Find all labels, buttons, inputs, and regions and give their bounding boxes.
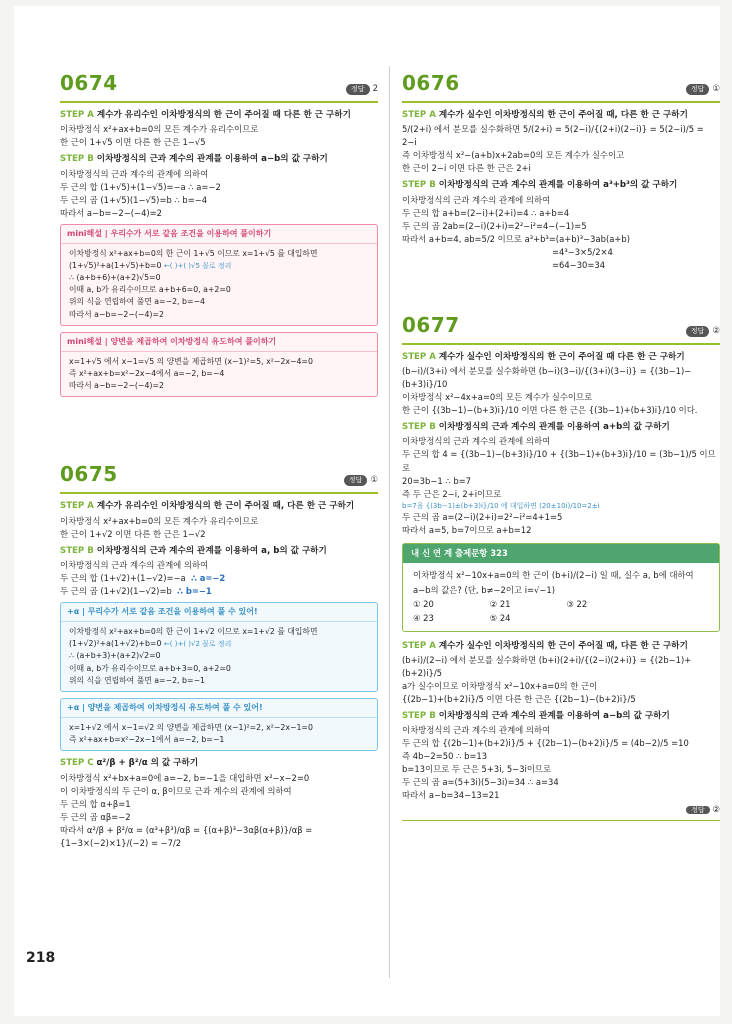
- problem-header-0676: [402, 68, 720, 103]
- related-problem-title: 내 신 연 계 출제문항 323: [403, 544, 719, 563]
- answer-value: ②: [712, 325, 720, 336]
- step-a: STEP A 계수가 실수인 이차방정식의 한 근이 주어질 때, 다른 한 근 구하기: [402, 110, 688, 120]
- answer-value: ①: [370, 475, 378, 486]
- step-b: STEP B 이차방정식의 근과 계수의 관계를 이용하여 a−b의 값 구하기: [60, 154, 328, 165]
- page-number: 218: [26, 950, 56, 966]
- choice: ④ 23: [413, 613, 434, 624]
- solution-line: 따라서 a−b=−2−(−4)=2: [60, 207, 163, 218]
- page: [14, 6, 720, 1016]
- plus-alpha-box: +α | 무리수가 서로 같음 조건을 이용하여 풀 수 있어! 이차방정식 x²+ax+b=0의 한 근이 1+√2 이므로 x=1+√2 를 대입하면 (1+√2)²+a(1+√2)+b=0 ←( )+( )√2 꼴로 정리 ∴ (a+b+3)+(a+2)√2=0 이때 a, b가 유리수이므로 a+b+3=0, a+2=0 위의 식을 연립하여 풀면 a=−2, b=−1: [60, 602, 378, 692]
- answer-tag: 정답: [686, 326, 710, 337]
- note: b=7을 {(3b−1)±(b+3)i}/10 에 대입하면 (20±10i)/10=2±i: [402, 501, 600, 510]
- mini-solution-box: mini해설 | 양변을 제곱하여 이차방정식 유도하여 풀이하기 x=1+√5 에서 x−1=√5 의 양변을 제곱하면 (x−1)²=5, x²−2x−4=0 즉 x²+ax+b=x²−2x−4에서 a=−2, b=−4 따라서 a−b=−2−(−4)=2: [60, 332, 378, 398]
- step-c: STEP C α²/β + β²/α 의 값 구하기: [60, 758, 199, 769]
- problem-number: 0674: [60, 71, 118, 95]
- problem-number: 0676: [402, 71, 460, 95]
- answer-tag: 정답: [344, 475, 368, 486]
- answer: [686, 325, 720, 338]
- step-a: STEP A 계수가 실수인 이차방정식의 한 근이 주어질 때, 다른 한 근 구하기: [402, 640, 688, 651]
- problem-header-0675: [60, 459, 378, 494]
- solution-line: 이차방정식 x²+ax+b=0의 모든 계수가 유리수이므로: [60, 124, 259, 135]
- choice: ① 20: [413, 599, 434, 609]
- highlight-result: ∴ a=−2: [190, 572, 226, 583]
- right-column: 0676 정답 ① STEP A 계수가 실수인 이차방정식의 한 근이 주어질 때, 다른 한 근 구하기 5/(2+i) 에서 분모를 실수화하면 5/(2+i) = 5(2−i)/{(2+i)(2−i)} = 5(2−i)/5 = 2−i 즉 이차방정식 x²−(a+b)x+2ab=0의 모든 계수가 실수이고 한 근이 2−i 이면 다른 한 근은 2+i STEP B 이차방정식의 근과 계수의 관계를 이용하여 a³+b³의 값 구하기 이차방정식의 근과 계수의 관계에 의하여 두 근의 합 a+b=(2−i)+(2+i)=4 ∴ a+b=4 두 근의 곱 2ab=(2−i)(2+i)=2²−i²=4−(−1)=5 따라서 a+b=4, ab=5/2 이므로 a³+b³=(a+b)³−3ab(a+b) =4³−3×5/2×4 =64−30=34 0677 정답 ② STEP A 계수가 실수인 이차방정식의 한 근이 주어질 때 다른 한 근 구하기 (b−i)/(3+i) 에서 분모를 실수화하면 (b−i)(3−i)/{(3+i)(3−i)} = {(3b−1)−(b+3)i}/10 이차방정식 x²−4x+a=0의 모든 계수가 실수이므로 한 근이 {(3b−1)−(b+3)i}/10 이면 다른 한 근은 {(3b−1)+(b+3)i}/10 이다. STEP B 이차방정식의 근과 계수의 관계를 이용하여 a+b의 값 구하기 이차방정식의 근과 계수의 관계에 의하여 두 근의 합 4 = {(3b−1)−(b+3)i}/10 + {(3b−1)+(b+3)i}/10 = (3b−1)/5 이므로 20=3b−1 ∴ b=7 즉 두 근은 2−i, 2+i이므로 b=7을 {(3b−1)±(b+3)i}/10 에 대입하면 (20±10i)/10=2±i 두 근의 곱 a=(2−i)(2+i)=2²−i²=4+1=5 따라서 a=5, b=7이므로 a+b=12 내 신 연 계 출제문항 323 이차방정식 x²−10x+a=0의 한 근이 (b+i)/(2−i) 일 때, 실수 a, b에 대하여 a−b의 값은? (단, b≠−2이고 i=√−1) ① 20 ② 21 ③ 22 ④ 23 ⑤ 24 STEP A 계수가 실수인 이차방정식의 한 근이 주어질 때, 다른 한 근 구하기 (b+i)/(2−i) 에서 분모를 실수화하면 (b+i)(2+i)/{(2−i)(2+i)} = {(2b−1)+(b+2)i}/5 a가 실수이므로 이차방정식 x²−10x+a=0의 한 근이 {(2b−1)+(b+2)i}/5 이면 다른 한 근은 {(2b−1)−(b+2)i}/5 STEP B 이차방정식의 근과 계수의 관계를 이용하여 a−b의 값 구하기 이차방정식의 근과 계수의 관계에 의하여 두 근의 합 {(2b−1)+(b+2)i}/5 + {(2b−1)−(b+2)i}/5 = (4b−2)/5 =10 즉 4b−2=50 ∴ b=13 b=13이므로 두 근은 5+3i, 5−3i이므로 두 근의 곱 a=(5+3i)(5−3i)=34 ∴ a=34 따라서 a−b=34−13=21 정답 ②: [402, 68, 720, 821]
- answer-value: ①: [712, 83, 720, 94]
- box-title: mini해설 | 양변을 제곱하여 이차방정식 유도하여 풀이하기: [61, 333, 377, 352]
- problem-header-0677: [402, 310, 720, 345]
- answer-tag: 정답: [686, 84, 710, 95]
- answer: [402, 804, 720, 820]
- answer-tag: 정답: [346, 84, 370, 95]
- solution-line: 한 근이 1+√5 이면 다른 한 근은 1−√5: [60, 137, 206, 148]
- related-problem-box: 내 신 연 계 출제문항 323 이차방정식 x²−10x+a=0의 한 근이 (b+i)/(2−i) 일 때, 실수 a, b에 대하여 a−b의 값은? (단, b≠−2이고 i=√−1) ① 20 ② 21 ③ 22 ④ 23 ⑤ 24: [402, 543, 720, 631]
- box-title: mini해설 | 우리수가 서로 같음 조건을 이용하여 풀이하기: [61, 225, 377, 244]
- choice: ② 21: [489, 599, 511, 609]
- note: ←( )+( )√5 꼴로 정리: [163, 262, 232, 271]
- problem-header-0674: [60, 68, 378, 103]
- step-b: STEP B 이차방정식의 근과 계수의 관계를 이용하여 a−b의 값 구하기: [402, 710, 670, 721]
- step-b: STEP B 이차방정식의 근과 계수의 관계를 이용하여 a+b의 값 구하기: [402, 422, 670, 433]
- answer: [686, 83, 720, 96]
- answer-tag: 정답: [686, 806, 710, 814]
- problem-number: 0675: [60, 462, 118, 487]
- answer-choices: [413, 597, 643, 626]
- answer: [346, 83, 378, 96]
- answer-value: ②: [712, 805, 720, 816]
- box-title: +α | 양변을 제곱하여 이차방정식 유도하여 풀 수 있어!: [61, 699, 377, 718]
- step-b: STEP B 이차방정식의 근과 계수의 관계를 이용하여 a, b의 값 구하기: [60, 545, 327, 556]
- solution-line: 두 근의 합 (1+√5)+(1−√5)=−a ∴ a=−2: [60, 181, 221, 192]
- answer: [344, 474, 378, 487]
- left-column: 0674 정답 2 STEP A 계수가 유리수인 이차방정식의 한 근이 주어질 때 다른 한 근 구하기 이차방정식 x²+ax+b=0의 모든 계수가 유리수이므로 한 근이 1+√5 이면 다른 한 근은 1−√5 STEP B 이차방정식의 근과 계수의 관계를 이용하여 a−b의 값 구하기 이차방정식의 근과 계수의 관계에 의하여 두 근의 합 (1+√5)+(1−√5)=−a ∴ a=−2 두 근의 곱 (1+√5)(1−√5)=b ∴ b=−4 따라서 a−b=−2−(−4)=2 mini해설 | 우리수가 서로 같음 조건을 이용하여 풀이하기 이차방정식 x²+ax+b=0의 한 근이 1+√5 이므로 x=1+√5 를 대입하면 (1+√5)²+a(1+√5)+b=0 ←( )+( )√5 꼴로 정리 ∴ (a+b+6)+(a+2)√5=0 이때 a, b가 유리수이므로 a+b+6=0, a+2=0 위의 식을 연립하여 풀면 a=−2, b=−4 따라서 a−b=−2−(−4)=2 mini해설 | 양변을 제곱하여 이차방정식 유도하여 풀이하기 x=1+√5 에서 x−1=√5 의 양변을 제곱하면 (x−1)²=5, x²−2x−4=0 즉 x²+ax+b=x²−2x−4에서 a=−2, b=−4 따라서 a−b=−2−(−4)=2 0675 정답 ① STEP A 계수가 유리수인 이차방정식의 한 근이 주어질 때, 다른 한 근 구하기 이차방정식 x²+ax+b=0의 모든 계수가 유리수이므로 한 근이 1+√2 이면 다른 한 근은 1−√2 STEP B 이차방정식의 근과 계수의 관계를 이용하여 a, b의 값 구하기 이차방정식의 근과 계수의 관계에 의하여 두 근의 합 (1+√2)+(1−√2)=−a ∴ a=−2 두 근의 곱 (1+√2)(1−√2)=b ∴ b=−1 +α | 무리수가 서로 같음 조건을 이용하여 풀 수 있어! 이차방정식 x²+ax+b=0의 한 근이 1+√2 이므로 x=1+√2 를 대입하면 (1+√2)²+a(1+√2)+b=0 ←( )+( )√2 꼴로 정리 ∴ (a+b+3)+(a+2)√2=0 이때 a, b가 유리수이므로 a+b+3=0, a+2=0 위의 식을 연립하여 풀면 a=−2, b=−1 +α | 양변을 제곱하여 이차방정식 유도하여 풀 수 있어! x=1+√2 에서 x−1=√2 의 양변을 제곱하면 (x−1)²=2, x²−2x−1=0 즉 x²+ax+b=x²−2x−1에서 a=−2, b=−1 STEP C α²/β + β²/α 의 값 구하기 이차방정식 x²+bx+a=0에 a=−2, b=−1을 대입하면 x²−x−2=0 이 이차방정식의 두 근이 α, β이므로 근과 계수의 관계에 의하여 두 근의 합 α+β=1 두 근의 곱 αβ=−2 따라서 α²/β + β²/α = (α³+β³)/αβ = {(α+β)³−3αβ(α+β)}/αβ = {1−3×(−2)×1}/(−2) = −7/2: [60, 68, 378, 850]
- problem-number: 0677: [402, 312, 460, 337]
- choice: ⑤ 24: [489, 613, 511, 624]
- solution-line: 두 근의 곱 (1+√5)(1−√5)=b ∴ b=−4: [60, 194, 208, 205]
- solution-line: 이차방정식의 근과 계수의 관계에 의하여: [60, 168, 209, 179]
- step-a: STEP A 계수가 유리수인 이차방정식의 한 근이 주어질 때 다른 한 근 구하기: [60, 110, 351, 120]
- step-a: STEP A 계수가 실수인 이차방정식의 한 근이 주어질 때 다른 한 근 구하기: [402, 351, 685, 362]
- choice: ③ 22: [566, 599, 588, 609]
- column-divider: [389, 66, 390, 978]
- box-title: +α | 무리수가 서로 같음 조건을 이용하여 풀 수 있어!: [61, 603, 377, 622]
- highlight-result: ∴ b=−1: [177, 585, 212, 596]
- answer-value: 2: [372, 83, 378, 94]
- note: ←( )+( )√2 꼴로 정리: [163, 640, 232, 649]
- mini-solution-box: mini해설 | 우리수가 서로 같음 조건을 이용하여 풀이하기 이차방정식 x²+ax+b=0의 한 근이 1+√5 이므로 x=1+√5 를 대입하면 (1+√5)²+a(1+√5)+b=0 ←( )+( )√5 꼴로 정리 ∴ (a+b+6)+(a+2)√5=0 이때 a, b가 유리수이므로 a+b+6=0, a+2=0 위의 식을 연립하여 풀면 a=−2, b=−4 따라서 a−b=−2−(−4)=2: [60, 224, 378, 326]
- step-a: STEP A 계수가 유리수인 이차방정식의 한 근이 주어질 때, 다른 한 근 구하기: [60, 501, 355, 512]
- plus-alpha-box: +α | 양변을 제곱하여 이차방정식 유도하여 풀 수 있어! x=1+√2 에서 x−1=√2 의 양변을 제곱하면 (x−1)²=2, x²−2x−1=0 즉 x²+ax+b=x²−2x−1에서 a=−2, b=−1: [60, 698, 378, 752]
- step-b: STEP B 이차방정식의 근과 계수의 관계를 이용하여 a³+b³의 값 구하기: [402, 180, 678, 191]
